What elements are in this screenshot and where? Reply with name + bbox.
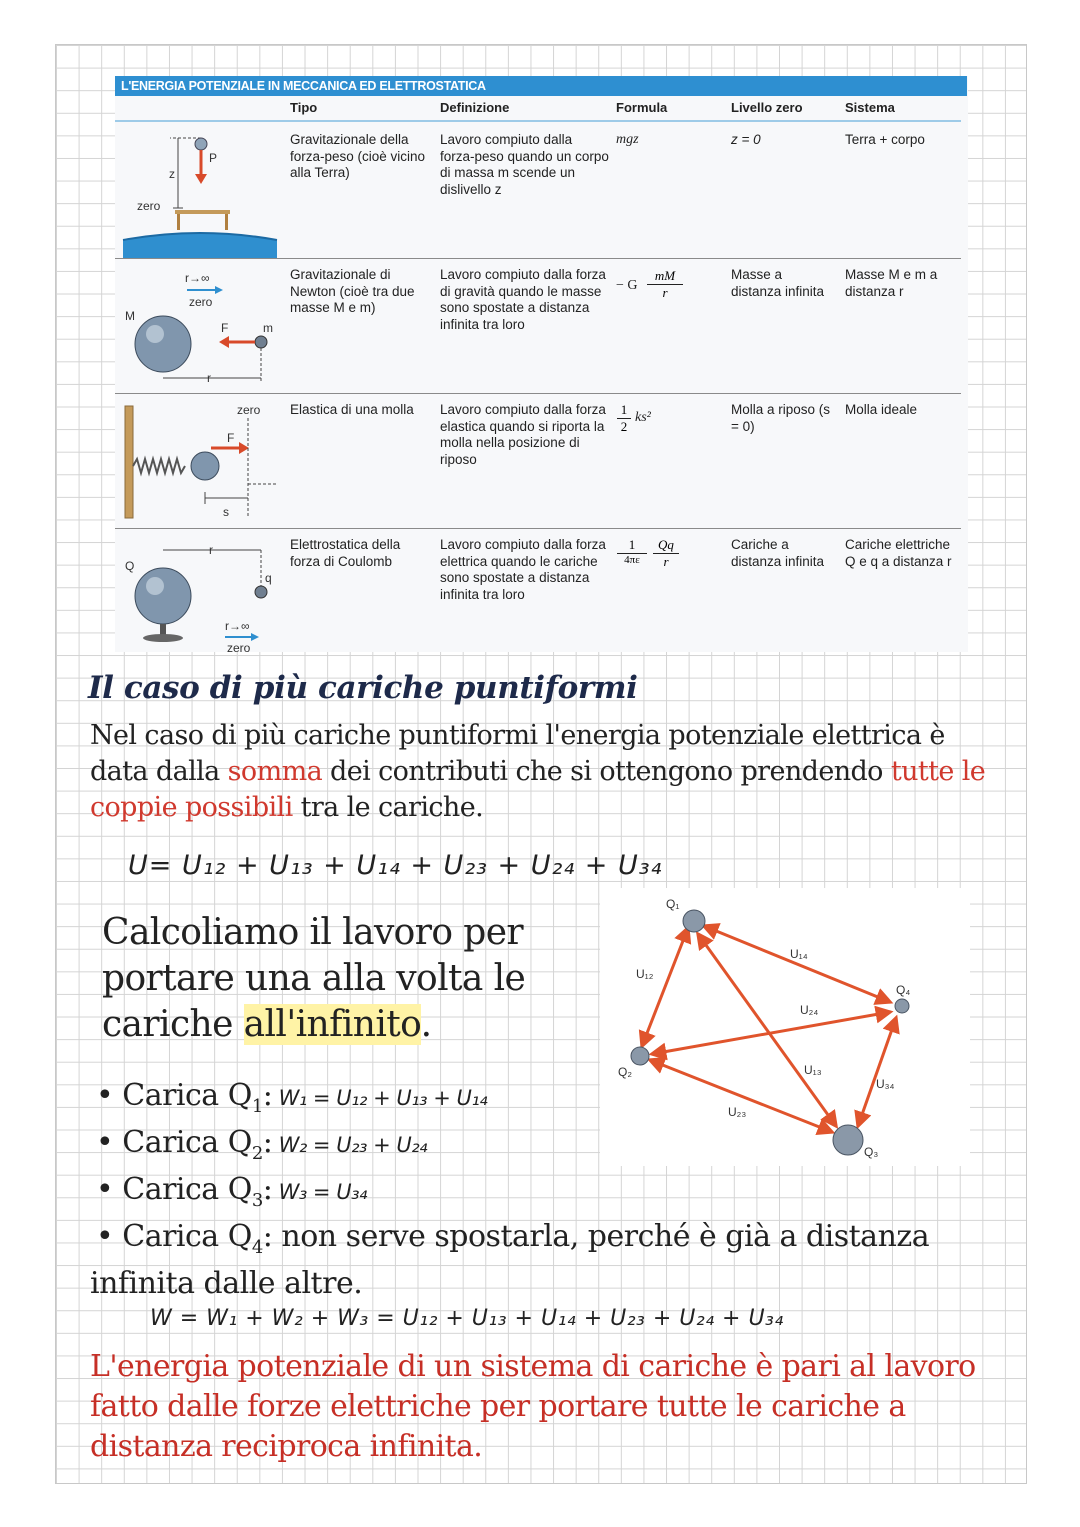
label-q1: Q₁ xyxy=(666,897,680,911)
row4-definizione: Lavoro compiuto dalla forza elettrica quando le cariche sono spostate a distanza infinita tra loro xyxy=(440,537,606,602)
label-u23: U₂₃ xyxy=(728,1105,747,1119)
row4-livello-zero: Cariche a distanza infinita xyxy=(731,537,825,569)
label-u13: U₁₃ xyxy=(804,1063,822,1077)
row3-sistema: Molla ideale xyxy=(845,402,918,417)
row2-formula-num: mM xyxy=(654,268,676,283)
charge-q4 xyxy=(895,999,909,1013)
label-q2: Q₂ xyxy=(618,1065,632,1079)
header-rule xyxy=(115,120,961,122)
figure-coulomb xyxy=(115,534,285,654)
calc-highlight-infinito: all'infinito xyxy=(243,1004,421,1045)
para-part-1: Nel caso di più cariche puntiformi l'energia potenziale elettrica è data dalla xyxy=(90,720,945,787)
figure-label-r: r xyxy=(209,543,213,557)
charge-q2 xyxy=(631,1047,649,1065)
row4-formula-fraction-2 xyxy=(653,537,679,570)
label-q3: Q₃ xyxy=(864,1145,879,1159)
row1-formula: mgz xyxy=(616,132,639,147)
figure-label-m: m xyxy=(263,321,273,335)
label-u12: U₁₂ xyxy=(636,967,654,981)
para-part-3: tra le cariche. xyxy=(292,792,484,823)
header-livello-zero: Livello zero xyxy=(731,100,803,115)
figure-label-p: P xyxy=(209,151,218,165)
figure-label-zero: zero xyxy=(137,199,161,213)
arrow-u14 xyxy=(704,926,890,1002)
row3-formula-fraction xyxy=(617,402,631,435)
header-formula: Formula xyxy=(616,100,668,115)
label-u24: U₂₄ xyxy=(800,1003,819,1017)
bullet-sub: 2 xyxy=(251,1143,263,1164)
header-tipo: Tipo xyxy=(290,100,318,115)
para-highlight-coppie: tutte le coppie possibili xyxy=(90,756,986,823)
bullet-q1: • Carica $Q_1$: W₁ = U₁₂ + U₁₃ + U₁₄ xyxy=(96,1078,488,1117)
charge-q1 xyxy=(683,910,705,932)
figure-molla xyxy=(115,398,285,528)
table-title: L'ENERGIA POTENZIALE IN MECCANICA ED ELETTROSTATICA xyxy=(115,76,967,96)
row2-sistema: Masse M e m a distanza r xyxy=(845,267,938,299)
bullet-q2: • Carica $Q_2$: W₂ = U₂₃ + U₂₄ xyxy=(96,1125,428,1164)
bullet-sub: 1 xyxy=(251,1096,263,1117)
header-definizione: Definizione xyxy=(440,100,510,115)
row4-sistema: Cariche elettriche Q e q a distanza r xyxy=(845,537,952,569)
para-highlight-somma: somma xyxy=(227,756,323,787)
row1-livello-zero: z = 0 xyxy=(731,132,761,147)
figure-label-q: q xyxy=(265,571,272,585)
bullet-colon: : xyxy=(262,1172,273,1207)
figure-label-zero: zero xyxy=(189,295,213,309)
calc-part-1: Calcoliamo il lavoro per portare una alla volta le cariche xyxy=(102,912,526,1045)
intro-paragraph xyxy=(90,718,990,826)
figure-label-f: F xyxy=(227,431,235,445)
charges-diagram xyxy=(600,888,970,1166)
row-divider xyxy=(115,528,961,529)
bullet-colon: : xyxy=(262,1219,273,1254)
figure-label-limit: r→∞ xyxy=(225,619,250,633)
figure-forza-peso xyxy=(115,128,285,258)
row4-tipo: Elettrostatica della forza di Coulomb xyxy=(290,537,401,569)
bullet-sub: 3 xyxy=(251,1190,263,1211)
figure-label-s: s xyxy=(223,505,229,519)
bullet-label: Carica Q xyxy=(122,1172,252,1207)
bullet-q4-continuation: infinita dalle altre. xyxy=(90,1266,363,1301)
energy-table xyxy=(115,76,968,652)
bullet-work: W₃ = U₃₄ xyxy=(272,1180,367,1204)
row1-definizione: Lavoro compiuto dalla forza-peso quando un corpo di massa m scende un dislivello z xyxy=(440,132,609,197)
bullet-colon: : xyxy=(262,1078,273,1113)
calc-statement xyxy=(102,910,602,1048)
row4-formula-den1: 4πε xyxy=(617,553,647,566)
row4-formula-fraction-1 xyxy=(617,537,647,566)
bullet-q4: • Carica $Q_4$: non serve spostarla, perché è già a distanza xyxy=(96,1219,930,1258)
figure-label-M: M xyxy=(125,309,135,323)
row2-tipo: Gravitazionale di Newton (cioè tra due masse M e m) xyxy=(290,267,415,315)
row3-tipo: Elastica di una molla xyxy=(290,402,414,417)
arrow-u13 xyxy=(698,934,836,1126)
figure-label-z: z xyxy=(169,167,175,181)
row3-formula-suffix: ks² xyxy=(635,410,651,425)
label-u14: U₁₄ xyxy=(790,947,808,961)
row-divider xyxy=(115,393,961,394)
row2-formula-prefix: − G xyxy=(616,278,638,293)
arrow-u34 xyxy=(858,1018,896,1126)
section-heading: Il caso di più cariche puntiformi xyxy=(88,670,638,706)
figure-gravitazione-newton xyxy=(115,264,285,394)
row3-definizione: Lavoro compiuto dalla forza elastica quando si riporta la molla nella posizione di riposo xyxy=(440,402,606,467)
bullet-work: W₁ = U₁₂ + U₁₃ + U₁₄ xyxy=(272,1086,488,1110)
arrow-u12 xyxy=(642,928,688,1046)
equation-u: U= U₁₂ + U₁₃ + U₁₄ + U₂₃ + U₂₄ + U₃₄ xyxy=(128,850,663,881)
equation-w: W = W₁ + W₂ + W₃ = U₁₂ + U₁₃ + U₁₄ + U₂₃ + U₂₄ + U₃₄ xyxy=(150,1306,784,1331)
row3-formula-num: 1 xyxy=(620,402,628,417)
bullet-sub: 4 xyxy=(251,1237,263,1258)
row2-formula-fraction xyxy=(647,268,683,301)
row4-formula-den2: r xyxy=(653,553,679,570)
bullet-work: W₂ = U₂₃ + U₂₄ xyxy=(272,1133,428,1157)
bullet-q3: • Carica $Q_3$: W₃ = U₃₄ xyxy=(96,1172,367,1211)
row4-formula-num2: Qq xyxy=(658,537,674,552)
row1-sistema: Terra + corpo xyxy=(845,132,925,147)
conclusion-text: L'energia potenziale di un sistema di cariche è pari al lavoro fatto dalle forze elettriche per portare tutte le cariche a distanza reciproca infinita. xyxy=(90,1349,976,1464)
bullet-label: Carica Q xyxy=(122,1078,252,1113)
row3-livello-zero: Molla a riposo (s = 0) xyxy=(731,402,831,434)
bullet-work: non serve spostarla, perché è già a distanza xyxy=(272,1219,930,1254)
label-q4: Q₄ xyxy=(896,983,911,997)
para-part-2: dei contributi che si ottengono prendendo xyxy=(322,756,891,787)
figure-label-zero: zero xyxy=(237,403,261,417)
row4-formula-num1: 1 xyxy=(628,537,636,552)
bullet-colon: : xyxy=(262,1125,273,1160)
figure-label-Q: Q xyxy=(125,559,135,573)
bullet-label: Carica Q xyxy=(122,1125,252,1160)
header-sistema: Sistema xyxy=(845,100,895,115)
bullet-label: Carica Q xyxy=(122,1219,252,1254)
row2-formula-den: r xyxy=(647,284,683,301)
charge-q3 xyxy=(833,1125,863,1155)
figure-label-limit: r→∞ xyxy=(185,271,210,285)
calc-part-2: . xyxy=(420,1004,432,1045)
label-u34: U₃₄ xyxy=(876,1077,895,1091)
figure-label-zero: zero xyxy=(227,641,251,654)
row2-livello-zero: Masse a distanza infinita xyxy=(731,267,825,299)
row1-tipo: Gravitazionale della forza-peso (cioè vicino alla Terra) xyxy=(290,132,426,180)
row-divider xyxy=(115,258,961,259)
figure-label-f: F xyxy=(221,321,229,335)
figure-label-r: r xyxy=(207,371,211,385)
row2-definizione: Lavoro compiuto dalla forza di gravità quando le masse sono spostate a distanza infinita tra loro xyxy=(440,267,606,332)
row3-formula-den: 2 xyxy=(617,418,631,435)
